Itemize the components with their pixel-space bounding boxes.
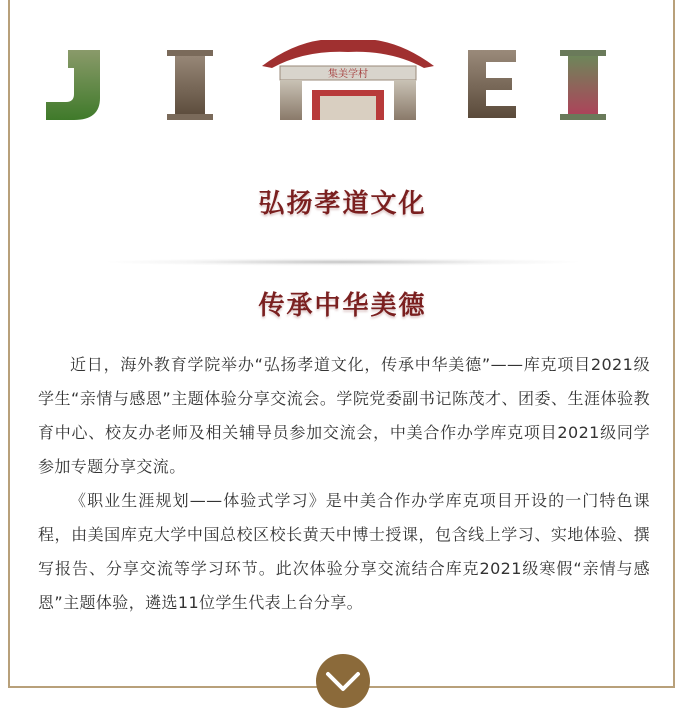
banner-image [40,40,640,120]
scroll-down-button[interactable] [314,652,372,710]
divider [100,258,585,266]
heading-line-1: 弘扬孝道文化 [258,189,427,219]
paragraph-2: 《职业生涯规划——体验式学习》是中美合作办学库克项目开设的一门特色课程，由美国库克大学中国总校区校长黄天中博士授课，包含线上学习、实地体验、撰写报告、分享交流等学习环节。此次体验分享交流结合库克2021级寒假“亲情与感恩”主题体验，遴选11位学生代表上台分享。 [38,491,650,612]
banner-letter-i-1 [175,52,205,118]
paragraph-1: 近日，海外教育学院举办“弘扬孝道文化，传承中华美德”——库克项目2021级学生“亲情与感恩”主题体验分享交流会。学院党委副书记陈茂才、团委、生涯体验教育中心、校友办老师及相关辅导员参加交流会，中美合作办学库克项目2021级同学参加专题分享交流。 [38,355,650,476]
heading-line-2: 传承中华美德 [258,291,427,321]
banner-letter-j [46,50,100,120]
article-body [38,348,650,620]
banner-letter-i-2 [560,50,606,120]
banner-gate-h [262,40,434,120]
banner-letter-e [468,50,516,118]
gate-sign: 集美学村 [328,69,368,80]
